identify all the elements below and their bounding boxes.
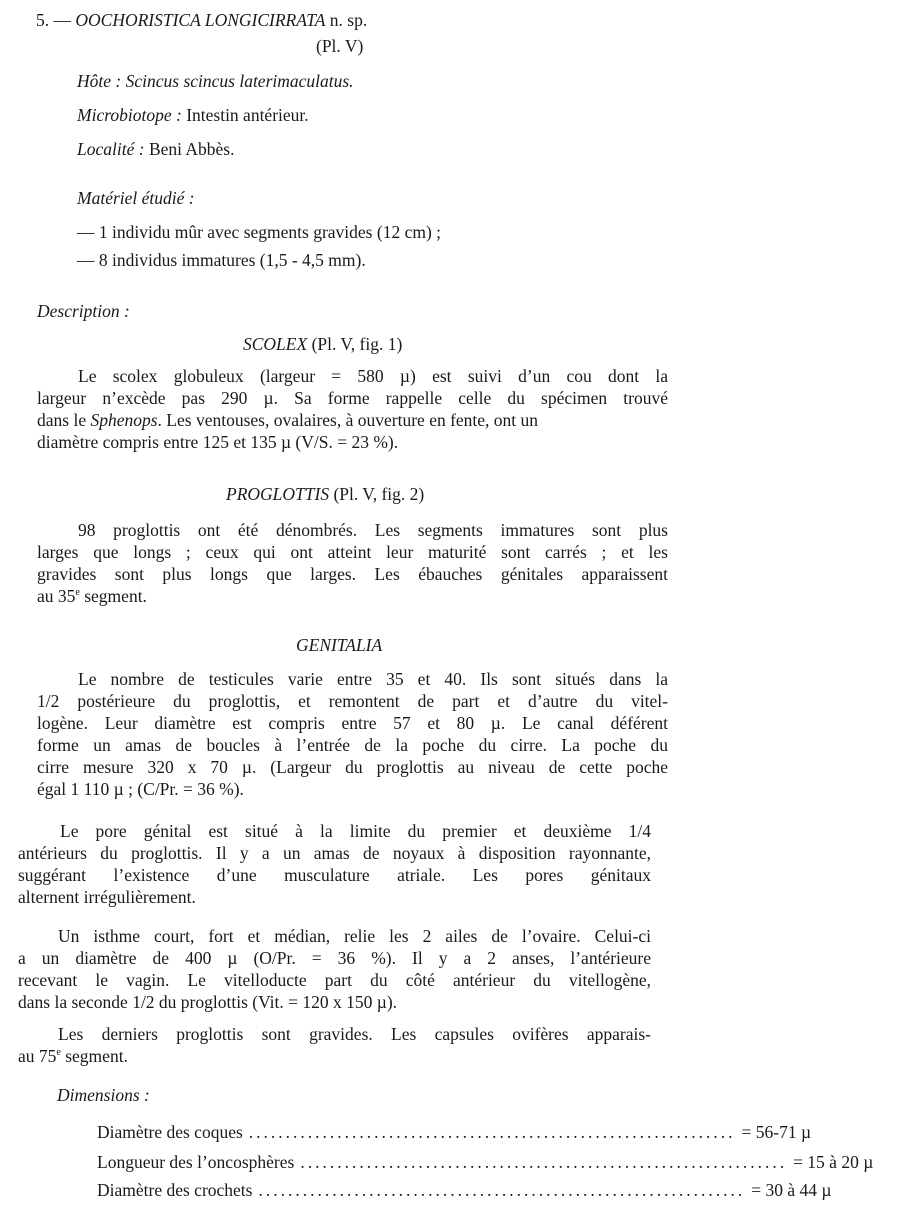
proglottis-plate-ref: (Pl. V, fig. 2) [333,484,425,504]
plate-reference: (Pl. V) [316,36,364,56]
dimension-value: = 15 à 20 µ [793,1152,874,1172]
genitalia-line: dans la seconde 1/2 du proglottis (Vit. = 120 x 150 µ). [18,992,398,1012]
proglottis-line: gravides sont plus longs que larges. Les ébauches génitales apparaissent [37,564,668,584]
host-line [77,70,354,92]
scolex-line: Le scolex globuleux (largeur = 580 µ) est suivi d’un cou dont la [78,366,668,386]
dot-leader: .................................................................. [258,1180,746,1200]
microbiotope-value: Intestin antérieur. [186,105,309,125]
genitalia-line: Le pore génital est situé à la limite du premier et deuxième 1/4 [60,821,651,841]
material-item: — 8 individus immatures (1,5 - 4,5 mm). [77,250,366,270]
species-title [36,9,367,31]
locality-line [77,138,235,160]
dimension-row [97,1179,832,1201]
description-label: Description : [37,301,130,321]
dimension-label: Longueur des l’oncosphères [97,1152,295,1172]
genitalia-line: Un isthme court, fort et médian, relie les 2 ailes de l’ovaire. Celui-ci [58,926,651,946]
locality-value: Beni Abbès. [148,139,235,159]
locality-label: Localité : [77,139,145,159]
proglottis-line: au 35e segment. [37,586,147,606]
genitalia-line: au 75e segment. [18,1046,128,1066]
dot-leader: .................................................................. [248,1122,736,1142]
host-value: Scincus scincus laterimaculatus. [125,71,354,91]
genitalia-line: Le nombre de testicules varie entre 35 et 40. Ils sont situés dans la [78,669,668,689]
material-label: Matériel étudié : [77,188,195,208]
scolex-heading [243,333,402,355]
proglottis-line: larges que longs ; ceux qui ont atteint leur maturité sont carrés ; et les [37,542,668,562]
dimensions-label: Dimensions : [57,1085,150,1105]
genitalia-heading: GENITALIA [296,635,383,655]
scolex-title: SCOLEX [243,334,308,354]
species-suffix: n. sp. [329,10,368,30]
scolex-line: diamètre compris entre 125 et 135 µ (V/S. = 23 %). [37,432,399,452]
microbiotope-label: Microbiotope : [77,105,182,125]
genitalia-line: recevant le vagin. Le vitelloducte part du côté antérieur du vitellogène, [18,970,651,990]
host-label: Hôte : [77,71,122,91]
dimension-label: Diamètre des crochets [97,1180,253,1200]
scolex-line: largeur n’excède pas 290 µ. Sa forme rappelle celle du spécimen trouvé [37,388,668,408]
proglottis-title: PROGLOTTIS [226,484,330,504]
dimension-row [97,1121,812,1143]
genitalia-line: suggérant l’existence d’une musculature atriale. Les pores génitaux [18,865,651,885]
proglottis-line: 98 proglottis ont été dénombrés. Les segments immatures sont plus [78,520,668,540]
genitalia-line: 1/2 postérieure du proglottis, et remontent de part et d’autre du vitel- [37,691,668,711]
dimension-label: Diamètre des coques [97,1122,243,1142]
genitalia-line: cirre mesure 320 x 70 µ. (Largeur du proglottis au niveau de cette poche [37,757,668,777]
section-number: 5. — [36,10,71,30]
dimension-value: = 56-71 µ [741,1122,812,1142]
microbiotope-line [77,104,309,126]
dimension-row [97,1151,874,1173]
scolex-line: dans le Sphenops. Les ventouses, ovalaires, à ouverture en fente, ont un [37,410,539,430]
scolex-plate-ref: (Pl. V, fig. 1) [311,334,403,354]
material-item: — 1 individu mûr avec segments gravides (12 cm) ; [77,222,442,242]
genitalia-line: antérieurs du proglottis. Il y a un amas de noyaux à disposition rayonnante, [18,843,651,863]
proglottis-heading [226,483,424,505]
genitalia-line: logène. Leur diamètre est compris entre 57 et 80 µ. Le canal déférent [37,713,668,733]
genitalia-line: Les derniers proglottis sont gravides. Les capsules ovifères apparais- [58,1024,651,1044]
species-name: OOCHORISTICA LONGICIRRATA [75,10,326,30]
genitalia-line: forme un amas de boucles à l’entrée de la poche du cirre. La poche du [37,735,668,755]
genitalia-line: alternent irrégulièrement. [18,887,196,907]
genus-sphenops: Sphenops [90,410,158,430]
genitalia-line: a un diamètre de 400 µ (O/Pr. = 36 %). Il y a 2 anses, l’antérieure [18,948,651,968]
genitalia-line: égal 1 110 µ ; (C/Pr. = 36 %). [37,779,244,799]
dot-leader: .................................................................. [300,1152,788,1172]
dimension-value: = 30 à 44 µ [751,1180,832,1200]
